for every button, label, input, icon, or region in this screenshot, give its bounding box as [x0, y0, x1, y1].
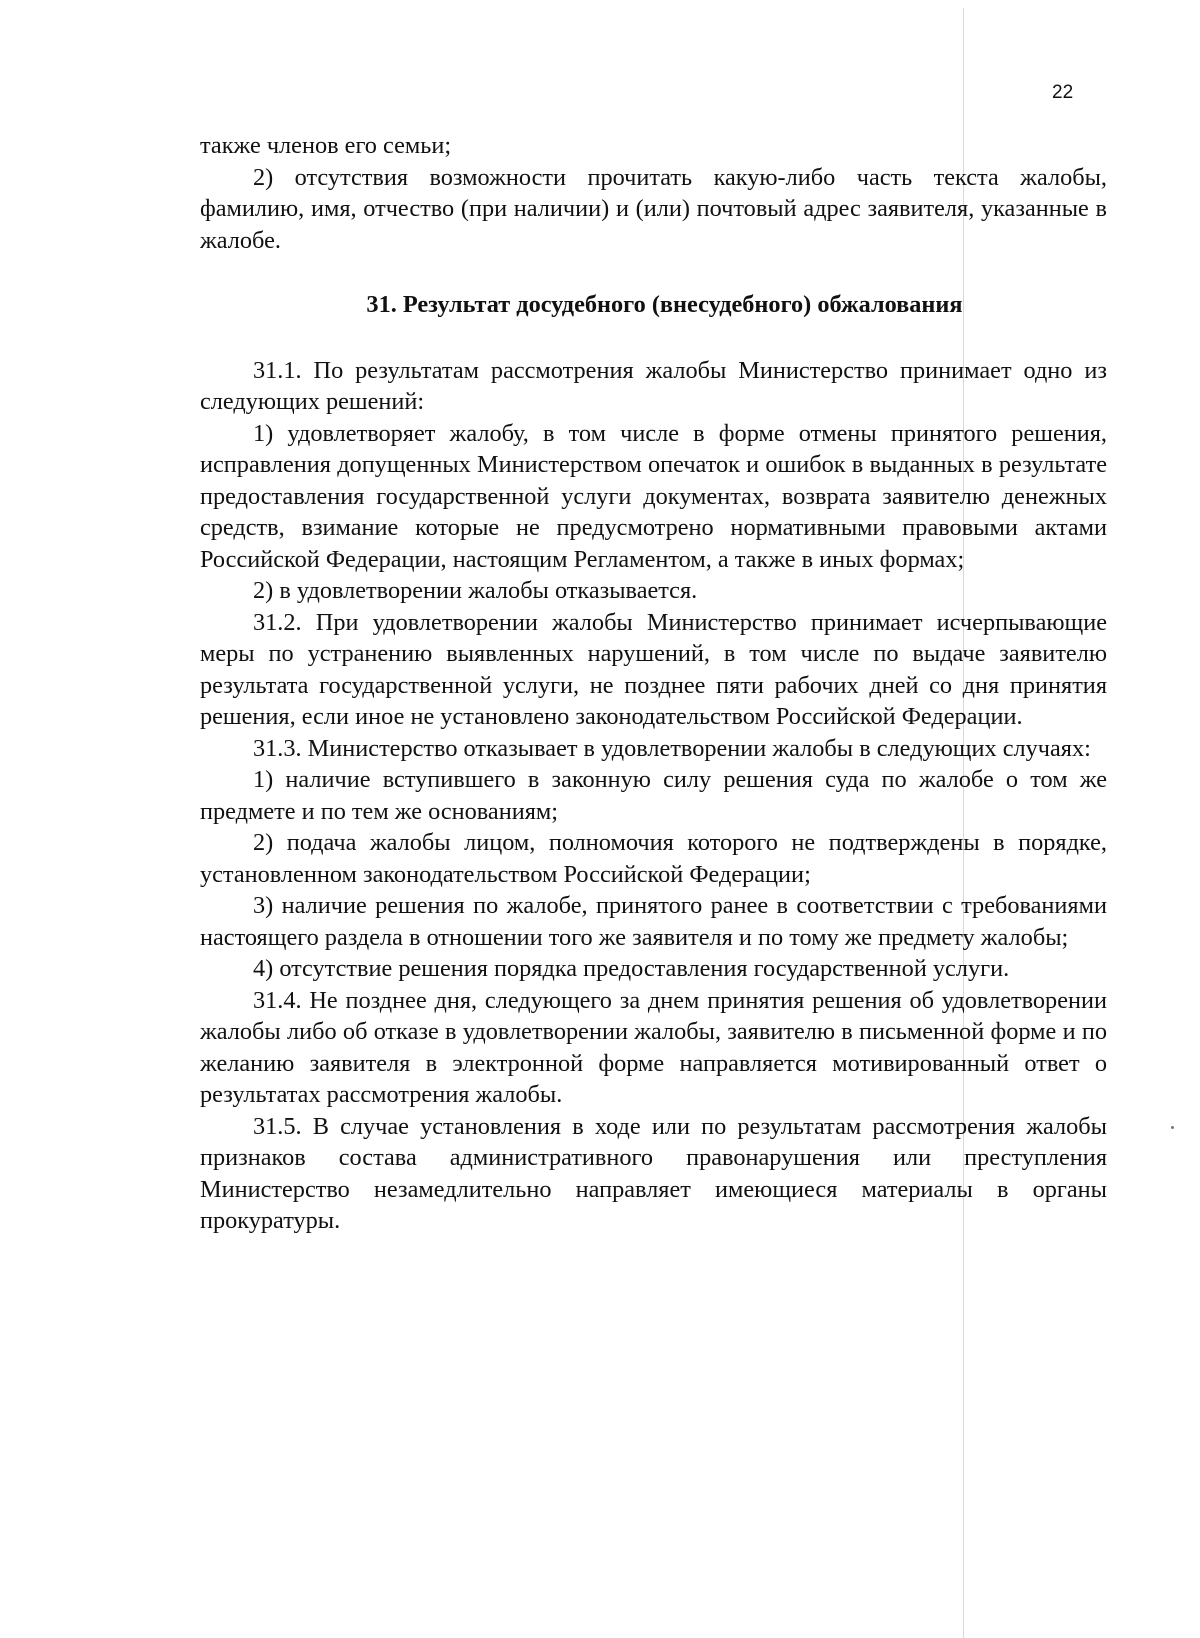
paragraph-item: 2) в удовлетворении жалобы отказывается.: [253, 577, 698, 604]
paragraph-item: 1) наличие вступившего в законную силу решения суда по жалобе о том же предмете и по тем же основаниям;: [200, 766, 1107, 825]
paragraph-clause: 31.5. В случае установления в ходе или по результатам рассмотрения жалобы признаков состава административного правонарушения или преступления Министерство незамедлительно направляет имеющиеся материалы в органы прокуратуры.: [200, 1112, 1107, 1234]
paragraph-item: 2) подача жалобы лицом, полномочия которого не подтверждены в порядке, установленном законодательством Российской Федерации;: [200, 829, 1107, 888]
paragraph-continuation: также членов его семьи;: [200, 132, 452, 159]
section-heading: 31. Результат досудебного (внесудебного) обжалования: [366, 291, 963, 318]
document-body: [200, 130, 1107, 1237]
scan-speck: [1171, 1126, 1174, 1129]
paragraph-item: 3) наличие решения по жалобе, принятого ранее в соответствии с требованиями настоящего раздела в отношении того же заявителя и по тому же предмету жалобы;: [200, 892, 1107, 951]
paragraph-item: 4) отсутствие решения порядка предоставления государственной услуги.: [253, 955, 1010, 982]
paragraph-clause: 31.4. Не позднее дня, следующего за днем принятия решения об удовлетворении жалобы либо об отказе в удовлетворении жалобы, заявителю в письменной форме и по желанию заявителя в электронной форме направляется мотивированный ответ о результатах рассмотрения жалобы.: [200, 986, 1107, 1108]
paragraph-item: 1) удовлетворяет жалобу, в том числе в форме отмены принятого решения, исправления допущенных Министерством опечаток и ошибок в выданных в результате предоставления государственной услуги документах, возврата заявителю денежных средств, взимание которые не предусмотрено нормативными правовыми актами Российской Федерации, настоящим Регламентом, а также в иных формах;: [200, 419, 1107, 573]
paragraph-clause: 31.1. По результатам рассмотрения жалобы Министерство принимает одно из следующих решений:: [200, 356, 1107, 415]
paragraph-clause: 31.3. Министерство отказывает в удовлетворении жалобы в следующих случаях:: [253, 734, 1091, 762]
page-number: 22: [1052, 82, 1074, 103]
paragraph-item: 2) отсутствия возможности прочитать какую-либо часть текста жалобы, фамилию, имя, отчество (при наличии) и (или) почтовый адрес заявителя, указанные в жалобе.: [200, 163, 1107, 254]
paragraph-clause: 31.2. При удовлетворении жалобы Министерство принимает исчерпывающие меры по устранению выявленных нарушений, в том числе по выдаче заявителю результата государственной услуги, не позднее пяти рабочих дней со дня принятия решения, если иное не установлено законодательством Российской Федерации.: [200, 608, 1107, 730]
